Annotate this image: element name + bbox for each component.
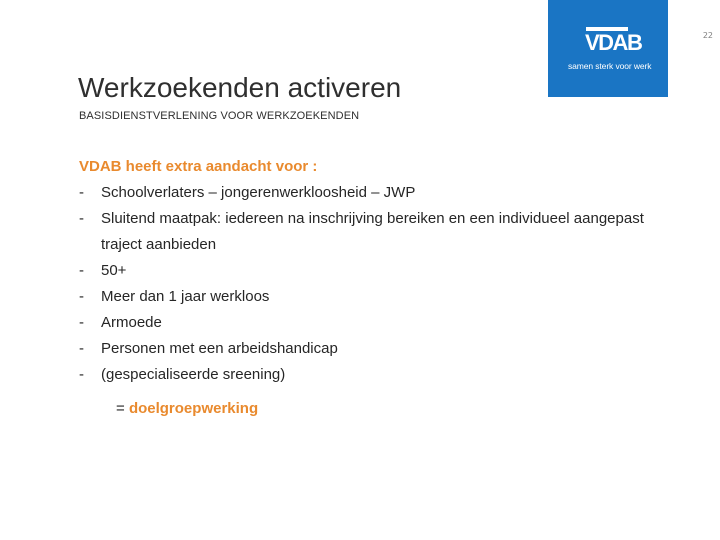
bullet-dash: -	[79, 184, 84, 201]
list-item	[79, 310, 659, 336]
list-item-text: 50+	[101, 262, 127, 279]
bullet-dash: -	[79, 314, 84, 331]
list-item-text: Meer dan 1 jaar werkloos	[101, 288, 270, 305]
bullet-list	[79, 180, 659, 388]
list-item-text: Schoolverlaters – jongerenwerkloosheid – JWP	[101, 184, 416, 201]
vdab-logo	[548, 0, 668, 97]
bullet-dash: -	[79, 288, 84, 305]
list-item	[79, 362, 659, 388]
content-heading: VDAB heeft extra aandacht voor :	[79, 158, 318, 175]
bullet-dash: -	[79, 366, 84, 383]
bullet-dash: -	[79, 210, 84, 227]
content-block	[79, 154, 659, 422]
slide-number: 22	[702, 31, 713, 40]
summary-prefix: =	[116, 400, 129, 417]
bullet-dash: -	[79, 340, 84, 357]
list-item-text: (gespecialiseerde sreening)	[101, 366, 286, 383]
page-subtitle: BASISDIENSTVERLENING VOOR WERKZOEKENDEN	[79, 110, 360, 122]
logo-wordmark: VDAB	[585, 30, 642, 55]
summary-line	[79, 396, 659, 422]
list-item	[79, 284, 659, 310]
bullet-dash: -	[79, 262, 84, 279]
summary-keyword: doelgroepwerking	[128, 400, 259, 417]
list-item	[79, 180, 659, 206]
list-item	[79, 206, 659, 258]
logo-tagline: samen sterk voor werk	[568, 61, 652, 71]
list-item	[79, 258, 659, 284]
page-title: Werkzoekenden activeren	[78, 72, 402, 103]
list-item-text: Personen met een arbeidshandicap	[101, 340, 338, 357]
list-item-text: Armoede	[101, 314, 162, 331]
list-item-text: Sluitend maatpak: iedereen na inschrijving bereiken en een individueel aangepast traject aanbieden	[101, 210, 644, 253]
list-item	[79, 336, 659, 362]
